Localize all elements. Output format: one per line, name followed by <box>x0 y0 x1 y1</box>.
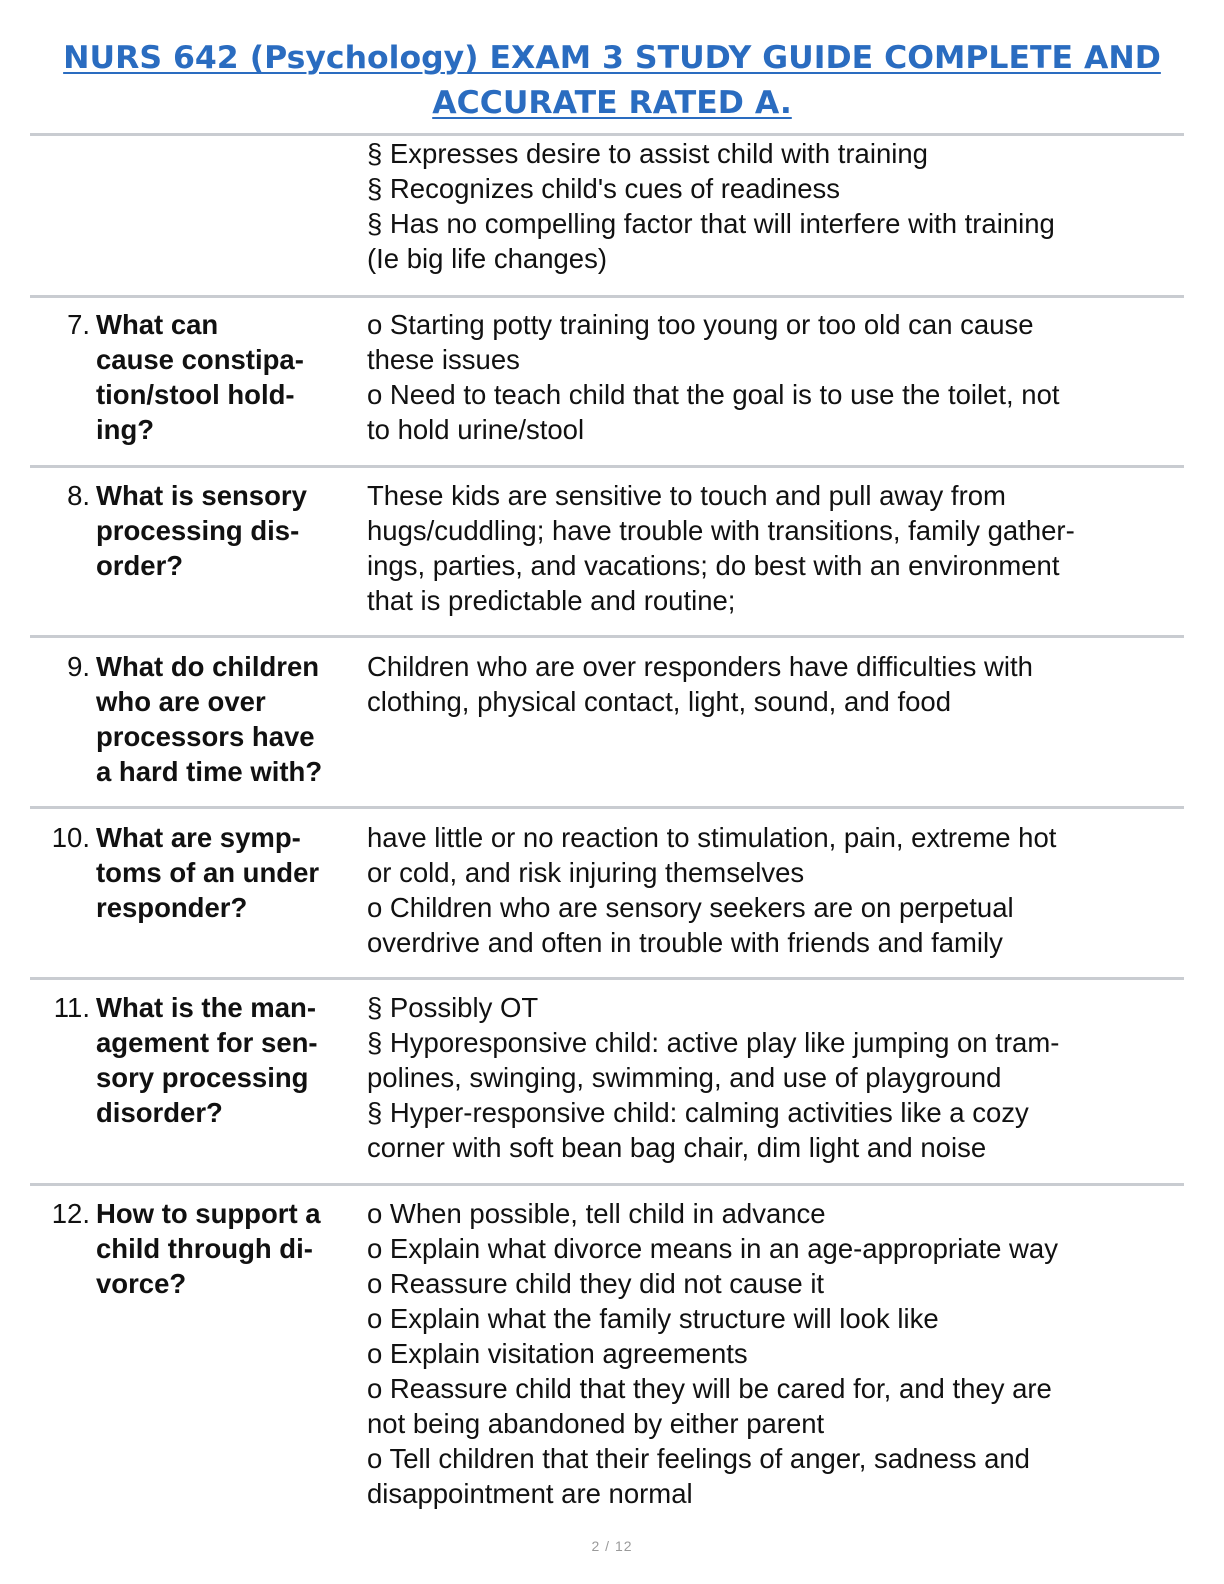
answer-text <box>367 820 1179 960</box>
question-text <box>96 990 358 1130</box>
question-line: vorce? <box>96 1268 187 1299</box>
answer-line: o When possible, tell child in advance <box>367 1198 826 1229</box>
question-text <box>96 1196 358 1301</box>
answer-line: these issues <box>367 344 520 375</box>
answer-line: § Has no compelling factor that will interfere with training <box>367 208 1055 239</box>
question-line: processing dis- <box>96 515 300 546</box>
question-line: What is the man- <box>96 992 317 1023</box>
question-line: toms of an under <box>96 857 320 888</box>
answer-line: (Ie big life changes) <box>367 243 607 274</box>
answer-line: o Tell children that their feelings of anger, sadness and <box>367 1443 1030 1474</box>
answer-line: § Hyporesponsive child: active play like jumping on tram- <box>367 1027 1060 1058</box>
question-line: responder? <box>96 892 248 923</box>
answer-line: or cold, and risk injuring themselves <box>367 857 805 888</box>
answer-line: corner with soft bean bag chair, dim light and noise <box>367 1132 987 1163</box>
answer-line: o Explain what divorce means in an age-appropriate way <box>367 1233 1058 1264</box>
question-number: 12. <box>51 1198 90 1229</box>
question-text <box>96 649 358 789</box>
answer-line: to hold urine/stool <box>367 414 585 445</box>
question-number: 9. <box>67 651 90 682</box>
question-line: ing? <box>96 414 155 445</box>
question-line: child through di- <box>96 1233 313 1264</box>
question-line: agement for sen- <box>96 1027 318 1058</box>
answer-text <box>367 990 1179 1165</box>
row-divider <box>30 295 1184 298</box>
answer-line: o Reassure child that they will be cared for, and they are <box>367 1373 1052 1404</box>
question-line: sory processing <box>96 1062 309 1093</box>
question-number: 11. <box>53 992 90 1023</box>
question-line: How to support a <box>96 1198 321 1229</box>
question-line: tion/stool hold- <box>96 379 295 410</box>
answer-line: o Starting potty training too young or too old can cause <box>367 309 1034 340</box>
question-line: What can <box>96 309 219 340</box>
answer-line: § Recognizes child's cues of readiness <box>367 173 841 204</box>
row-divider <box>30 806 1184 809</box>
question-line: What do children <box>96 651 320 682</box>
row-divider <box>30 1183 1184 1186</box>
answer-line: o Explain visitation agreements <box>367 1338 748 1369</box>
answer-line: § Hyper-responsive child: calming activities like a cozy <box>367 1097 1029 1128</box>
answer-line: hugs/cuddling; have trouble with transitions, family gather- <box>367 515 1075 546</box>
title-line-1: NURS 642 (Psychology) EXAM 3 STUDY GUIDE COMPLETE AND <box>63 40 1161 76</box>
answer-line: overdrive and often in trouble with friends and family <box>367 927 1003 958</box>
question-line: What are symp- <box>96 822 301 853</box>
question-text <box>96 307 358 447</box>
question-line: who are over <box>96 686 266 717</box>
answer-line: disappointment are normal <box>367 1478 693 1509</box>
question-number: 10. <box>51 822 90 853</box>
continued-answer <box>367 136 1177 276</box>
question-text <box>96 820 358 925</box>
answer-text <box>367 478 1179 618</box>
answer-line: Children who are over responders have difficulties with <box>367 651 1033 682</box>
answer-line: that is predictable and routine; <box>367 585 736 616</box>
answer-text <box>367 649 1179 719</box>
answer-line: not being abandoned by either parent <box>367 1408 825 1439</box>
row-divider <box>30 465 1184 468</box>
answer-line: These kids are sensitive to touch and pull away from <box>367 480 1006 511</box>
answer-text <box>367 1196 1179 1511</box>
answer-line: o Need to teach child that the goal is to use the toilet, not <box>367 379 1060 410</box>
question-line: What is sensory <box>96 480 307 511</box>
question-line: cause constipa- <box>96 344 304 375</box>
answer-line: clothing, physical contact, light, sound, and food <box>367 686 951 717</box>
answer-line: have little or no reaction to stimulation, pain, extreme hot <box>367 822 1057 853</box>
answer-line: o Explain what the family structure will look like <box>367 1303 939 1334</box>
answer-line: o Children who are sensory seekers are on perpetual <box>367 892 1014 923</box>
question-number: 7. <box>67 309 90 340</box>
answer-line: ings, parties, and vacations; do best with an environment <box>367 550 1060 581</box>
title-line-2: ACCURATE RATED A. <box>432 85 792 121</box>
question-number: 8. <box>67 480 90 511</box>
question-text <box>96 478 358 583</box>
answer-text <box>367 307 1179 447</box>
answer-line: o Reassure child they did not cause it <box>367 1268 825 1299</box>
answer-line: § Expresses desire to assist child with training <box>367 138 928 169</box>
page-number: 2 / 12 <box>591 1538 633 1554</box>
row-divider <box>30 635 1184 638</box>
question-line: a hard time with? <box>96 756 323 787</box>
question-line: order? <box>96 550 184 581</box>
answer-line: § Possibly OT <box>367 992 539 1023</box>
question-line: processors have <box>96 721 315 752</box>
question-line: disorder? <box>96 1097 223 1128</box>
document-title <box>0 36 1224 126</box>
answer-line: polines, swinging, swimming, and use of playground <box>367 1062 1002 1093</box>
row-divider <box>30 977 1184 980</box>
